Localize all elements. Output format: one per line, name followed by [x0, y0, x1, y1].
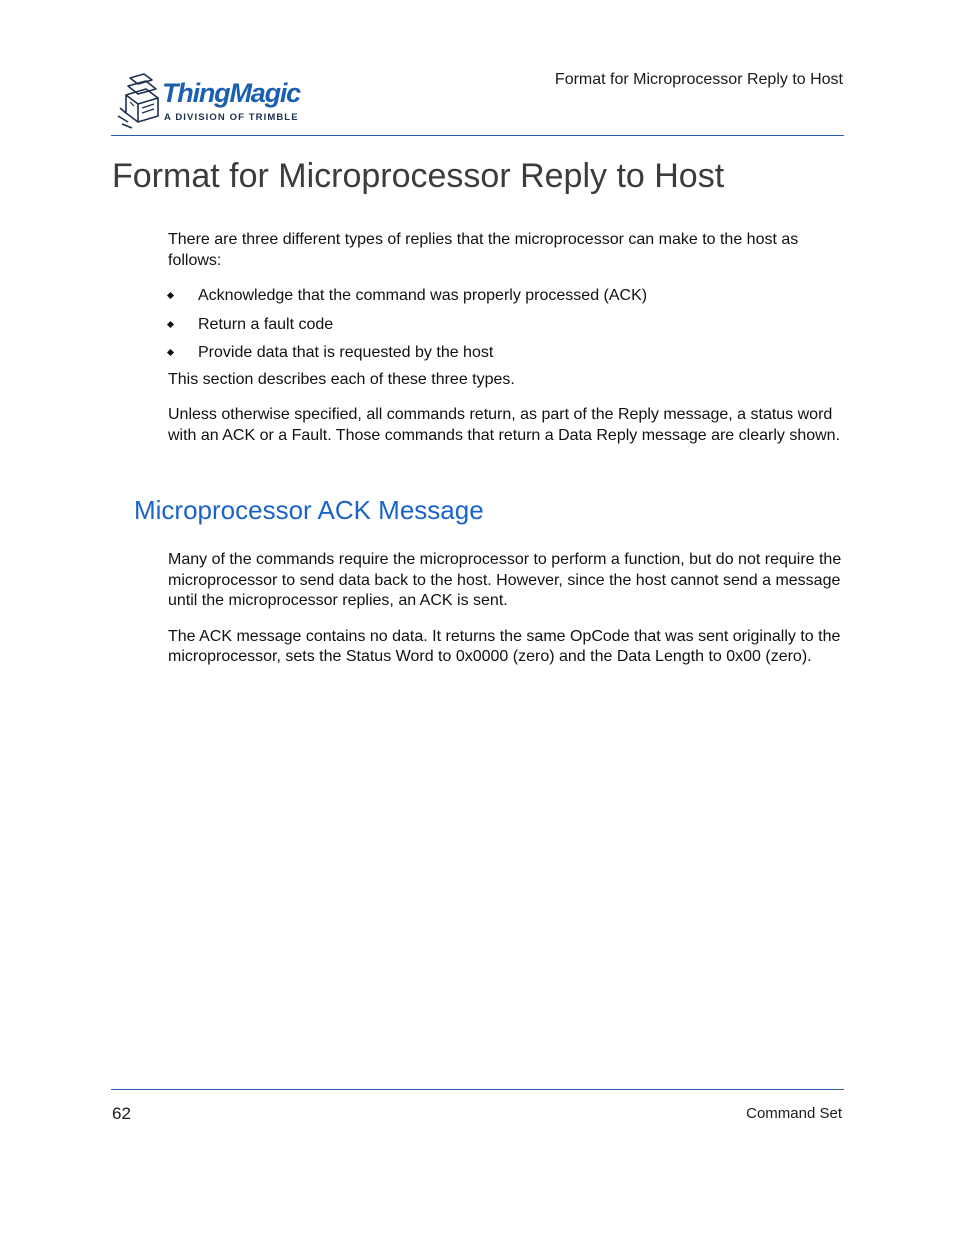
ack-section [168, 550, 844, 683]
list-item [168, 315, 844, 336]
list-item-text: Acknowledge that the command was properly processed (ACK) [198, 287, 648, 304]
diamond-bullet-icon [167, 349, 174, 356]
thingmagic-logo [116, 72, 316, 132]
intro-paragraph: There are three different types of replies that the microprocessor can make to the host as follows: [168, 231, 799, 269]
section-heading: Microprocessor ACK Message [134, 495, 484, 525]
types-paragraph: This section describes each of these three types. [168, 370, 515, 388]
reply-paragraph: Unless otherwise specified, all commands return, as part of the Reply message, a status word with an ACK or a Fault. Those commands that return a Data Reply message are clearly shown. [168, 406, 841, 444]
reply-types-list [168, 286, 844, 364]
list-item-text: Return a fault code [198, 315, 334, 333]
header-rule [111, 135, 844, 136]
list-item [168, 343, 844, 364]
footer-rule [111, 1089, 844, 1090]
list-item-text: Provide data that is requested by the host [198, 344, 494, 361]
running-header-title: Format for Microprocessor Reply to Host [554, 71, 843, 88]
intro-section [168, 230, 844, 446]
logo-wordmark: ThingMagic [162, 78, 300, 108]
diamond-bullet-icon [167, 292, 174, 299]
logo-mark-icon [116, 72, 162, 130]
list-item [168, 286, 844, 307]
ack-paragraph-1: Many of the commands require the microprocessor to perform a function, but do not require the microprocessor to send data back to the host. However, since the host cannot send a message until the microprocessor replies, an ACK is sent. [168, 551, 842, 609]
page-number: 62 [112, 1104, 131, 1123]
diamond-bullet-icon [167, 320, 174, 327]
logo-tagline: A DIVISION OF TRIMBLE [164, 112, 299, 123]
ack-paragraph-2: The ACK message contains no data. It returns the same OpCode that was sent originally to the microprocessor, sets the Status Word to 0x0000 (zero) and the Data Length to 0x00 (zero). [168, 627, 841, 665]
footer-section-name: Command Set [746, 1105, 842, 1122]
page-title: Format for Microprocessor Reply to Host [112, 157, 725, 195]
